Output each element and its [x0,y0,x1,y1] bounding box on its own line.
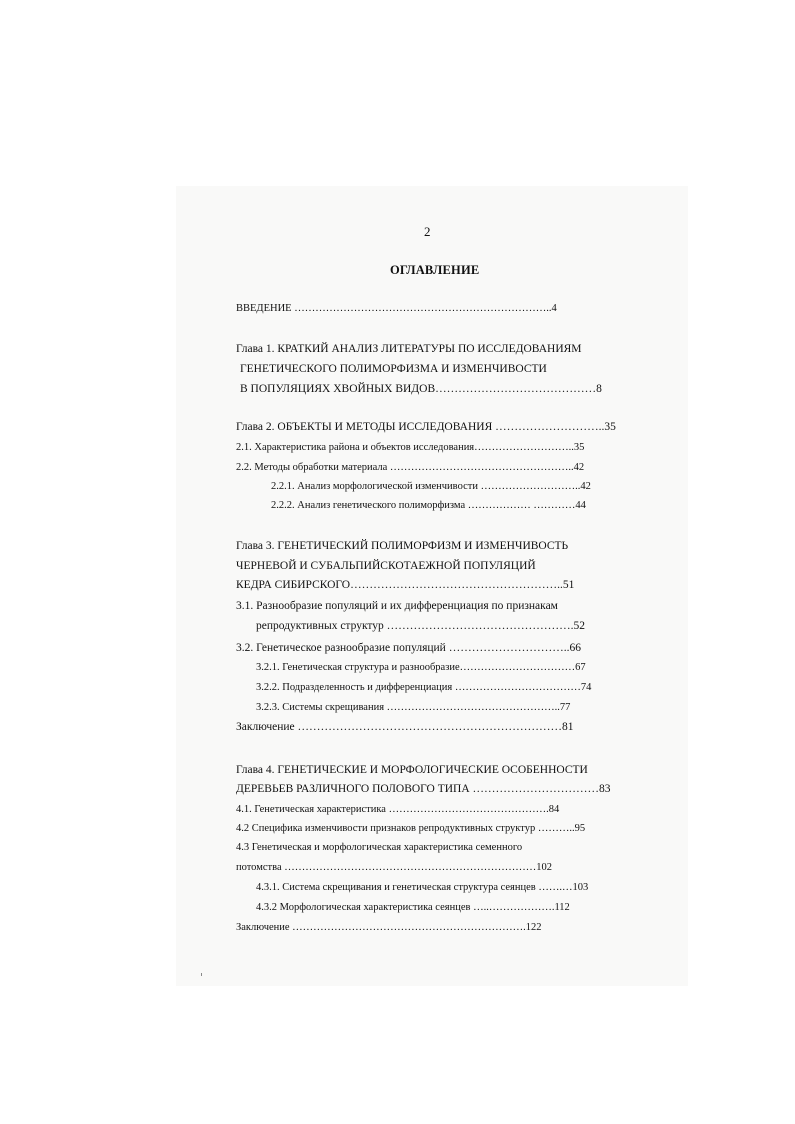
toc-entry-4-3-2: 4.3.2 Морфологическая характеристика сеянцев …..……………….112 [256,902,570,913]
toc-entry-2-1: 2.1. Характеристика района и объектов исследования………………………..35 [236,442,585,453]
toc-entry-chapter-1-line-2: ГЕНЕТИЧЕСКОГО ПОЛИМОРФИЗМА И ИЗМЕНЧИВОСТИ [240,363,547,375]
toc-entry-chapter-3-line-3: КЕДРА СИБИРСКОГО………………………………………………..51 [236,579,575,591]
scan-speck [201,973,202,976]
page-number: 2 [424,224,431,239]
toc-entry-conclusion-4: Заключение ………………………………………………………….122 [236,922,542,933]
toc-entry-conclusion-3: Заключение ……………………………………………………………81 [236,721,574,733]
toc-entry-4-3-line-2: потомства ………………………………………………………………102 [236,862,552,873]
toc-entry-introduction: ВВЕДЕНИЕ ………………………………………………………………..4 [236,303,557,314]
toc-entry-2-2-2: 2.2.2. Анализ генетического полиморфизма ……………… …………44 [271,500,586,511]
toc-entry-3-1-line-2: репродуктивных структур ………………………………………….52 [256,620,586,632]
toc-entry-chapter-1-line-3: В ПОПУЛЯЦИЯХ ХВОЙНЫХ ВИДОВ……………………………………8 [240,383,602,395]
toc-entry-2-2: 2.2. Методы обработки материала ……………………………………………..42 [236,462,585,473]
toc-entry-3-2-3: 3.2.3. Системы скрещивания …………………………………………..77 [256,702,571,713]
toc-entry-chapter-2: Глава 2. ОБЪЕКТЫ И МЕТОДЫ ИССЛЕДОВАНИЯ ………………………..35 [236,421,616,433]
toc-entry-4-3-1: 4.3.1. Система скрещивания и генетическая структура сеянцев …….…103 [256,882,589,893]
toc-entry-3-2-2: 3.2.2. Подразделенность и дифференциация ………………………………74 [256,682,592,693]
toc-entry-4-2: 4.2 Специфика изменчивости признаков репродуктивных структур ………..95 [236,823,586,834]
toc-entry-3-2-1: 3.2.1. Генетическая структура и разнообразие……………………………67 [256,662,586,673]
toc-entry-chapter-1: Глава 1. КРАТКИЙ АНАЛИЗ ЛИТЕРАТУРЫ ПО ИССЛЕДОВАНИЯМ [236,343,582,355]
toc-entry-chapter-4-line-2: ДЕРЕВЬЕВ РАЗЛИЧНОГО ПОЛОВОГО ТИПА ……………………………83 [236,783,611,795]
toc-entry-3-1: 3.1. Разнообразие популяций и их дифференциация по признакам [236,600,558,612]
toc-entry-chapter-3-line-2: ЧЕРНЕВОЙ И СУБАЛЬПИЙСКОТАЕЖНОЙ ПОПУЛЯЦИЙ [236,560,536,572]
toc-entry-4-3: 4.3 Генетическая и морфологическая характеристика семенного [236,842,523,853]
toc-entry-chapter-4: Глава 4. ГЕНЕТИЧЕСКИЕ И МОРФОЛОГИЧЕСКИЕ ОСОБЕННОСТИ [236,764,588,776]
toc-entry-4-1: 4.1. Генетическая характеристика ……………………………………….84 [236,804,560,815]
toc-entry-chapter-3: Глава 3. ГЕНЕТИЧЕСКИЙ ПОЛИМОРФИЗМ И ИЗМЕНЧИВОСТЬ [236,540,569,552]
toc-entry-3-2: 3.2. Генетическое разнообразие популяций …………………………..66 [236,642,581,654]
page-title: ОГЛАВЛЕНИЕ [390,263,480,277]
toc-entry-2-2-1: 2.2.1. Анализ морфологической изменчивости ………………………..42 [271,481,591,492]
